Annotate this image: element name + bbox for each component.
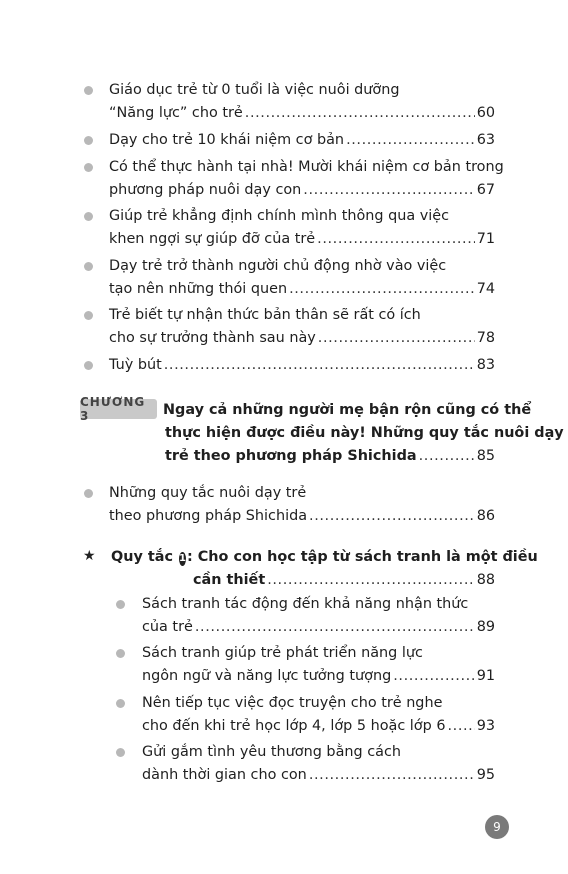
entry-page: 89 (476, 619, 495, 635)
entry-page: 63 (476, 132, 495, 148)
entry-text: Sách tranh tác động đến khả năng nhận thức (142, 596, 469, 612)
entry-text: cho đến khi trẻ học lớp 4, lớp 5 hoặc lớp 6 (142, 718, 446, 734)
leader-dots (318, 327, 475, 350)
leader-dots (419, 445, 475, 468)
entry-page: 83 (476, 357, 495, 373)
entry-text: Trẻ biết tự nhận thức bản thân sẽ rất có ích (109, 307, 421, 323)
rule-page: 88 (476, 572, 495, 588)
entry-text: Dạy trẻ trở thành người chủ động nhờ vào việc (109, 258, 447, 274)
entry-text: Những quy tắc nuôi dạy trẻ (109, 485, 307, 501)
entry-text: Giáo dục trẻ từ 0 tuổi là việc nuôi dưỡng (109, 82, 400, 98)
entry-text: Gửi gắm tình yêu thương bằng cách (142, 744, 401, 760)
toc-entry-3[interactable] (109, 156, 504, 202)
circled-number-icon: 1 (179, 553, 186, 564)
chapter-title-text: trẻ theo phương pháp Shichida (165, 448, 417, 464)
entry-text: theo phương pháp Shichida (109, 508, 308, 524)
toc-sub-entry-3[interactable] (142, 692, 495, 738)
bullet-icon (116, 699, 125, 708)
rule-title-text: cần thiết (193, 572, 266, 588)
entry-text: cho sự trưởng thành sau này (109, 330, 316, 346)
toc-entry-chapter-intro[interactable] (109, 482, 495, 528)
bullet-icon (116, 600, 125, 609)
bullet-icon (84, 163, 93, 172)
toc-entry-5[interactable] (109, 255, 495, 301)
entry-text: “Năng lực” cho trẻ (109, 105, 243, 121)
entry-page: 60 (476, 105, 495, 121)
bullet-icon (116, 748, 125, 757)
bullet-icon (116, 649, 125, 658)
entry-text: ngôn ngữ và năng lực tưởng tượng (142, 668, 392, 684)
entry-text: Tuỳ bút (109, 357, 162, 373)
entry-page: 95 (476, 767, 495, 783)
entry-page: 74 (476, 281, 495, 297)
entry-text: khen ngợi sự giúp đỡ của trẻ (109, 231, 316, 247)
toc-sub-entry-2[interactable] (142, 642, 495, 688)
chapter-title-text: Ngay cả những người mẹ bận rộn cũng có thể (163, 402, 532, 418)
toc-entry-4[interactable] (109, 205, 495, 251)
star-icon: ★ (83, 548, 96, 564)
leader-dots (267, 569, 474, 592)
entry-page: 71 (476, 231, 495, 247)
toc-entry-1[interactable] (109, 79, 495, 125)
entry-page: 93 (476, 718, 495, 734)
rule-title-text: : Cho con học tập từ sách tranh là một điều (186, 549, 538, 565)
leader-dots (289, 278, 475, 301)
chapter-page: 85 (476, 448, 495, 464)
entry-page: 91 (476, 668, 495, 684)
rule-heading[interactable] (111, 546, 538, 592)
leader-dots (447, 715, 474, 738)
bullet-icon (84, 311, 93, 320)
leader-dots (317, 228, 475, 251)
leader-dots (164, 354, 475, 377)
entry-page: 86 (476, 508, 495, 524)
leader-dots (245, 102, 475, 125)
toc-sub-entry-4[interactable] (142, 741, 495, 787)
entry-text: Nên tiếp tục việc đọc truyện cho trẻ nghe (142, 695, 443, 711)
bullet-icon (84, 361, 93, 370)
rule-prefix: Quy tắc (111, 549, 173, 565)
toc-entry-2[interactable] (109, 129, 495, 152)
toc-entry-7[interactable] (109, 354, 495, 377)
leader-dots (393, 665, 474, 688)
entry-text: tạo nên những thói quen (109, 281, 288, 297)
bullet-icon (84, 489, 93, 498)
bullet-icon (84, 136, 93, 145)
chapter-title[interactable] (163, 399, 564, 468)
entry-text: Dạy cho trẻ 10 khái niệm cơ bản (109, 132, 345, 148)
toc-entry-6[interactable] (109, 304, 495, 350)
chapter-title-text: thực hiện được điều này! Những quy tắc nuôi dạy (165, 425, 564, 441)
entry-text: phương pháp nuôi dạy con (109, 182, 302, 198)
leader-dots (309, 764, 475, 787)
leader-dots (346, 129, 475, 152)
leader-dots (303, 179, 474, 202)
leader-dots (195, 616, 475, 639)
entry-text: dành thời gian cho con (142, 767, 307, 783)
leader-dots (309, 505, 475, 528)
chapter-badge: CHƯƠNG 3 (80, 399, 157, 419)
entry-text: Giúp trẻ khẳng định chính mình thông qua việc (109, 208, 450, 224)
bullet-icon (84, 212, 93, 221)
page-number-badge: 9 (485, 815, 509, 839)
entry-text: Sách tranh giúp trẻ phát triển năng lực (142, 645, 423, 661)
bullet-icon (84, 86, 93, 95)
entry-text: của trẻ (142, 619, 193, 635)
entry-text: Có thể thực hành tại nhà! Mười khái niệm cơ bản trong (109, 159, 504, 175)
toc-sub-entry-1[interactable] (142, 593, 495, 639)
entry-page: 67 (476, 182, 495, 198)
bullet-icon (84, 262, 93, 271)
entry-page: 78 (476, 330, 495, 346)
